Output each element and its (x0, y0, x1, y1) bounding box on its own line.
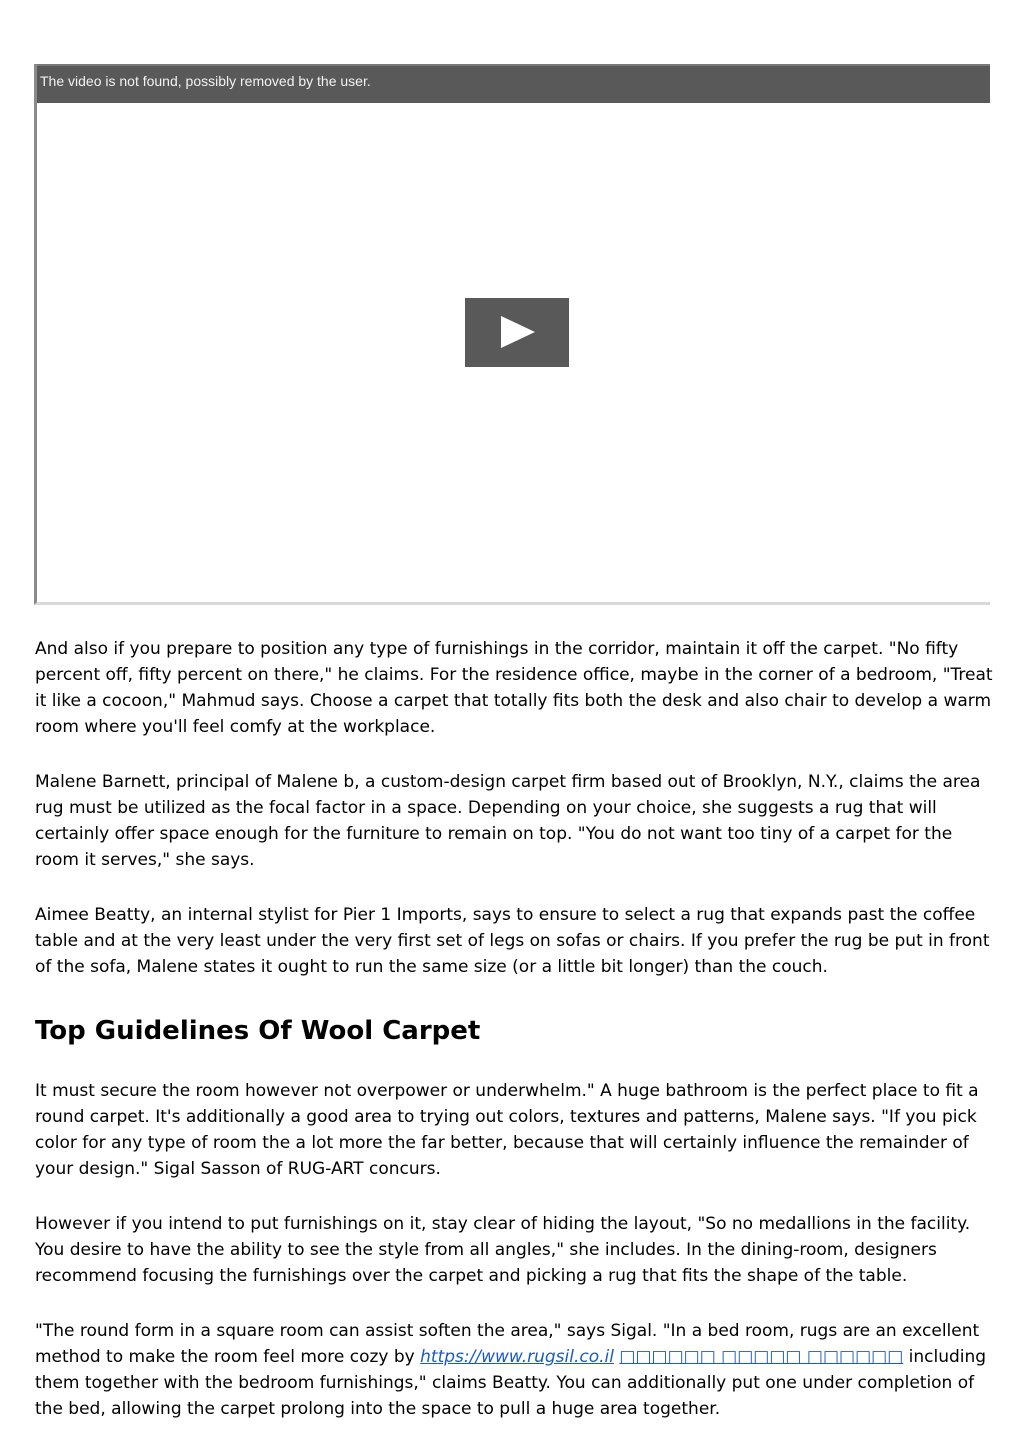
paragraph-6 (35, 1318, 995, 1422)
paragraph-6-end: including them together with the bedroom furnishings," claims Beatty. You can additionally put one under completion of the bed, allowing the carpet prolong into the space to pull a huge area together. (35, 1347, 987, 1419)
rugsil-anchor-text[interactable]: □□□□□□ □□□□□ □□□□□□ (619, 1347, 904, 1367)
paragraph-2: Malene Barnett, principal of Malene b, a custom-design carpet firm based out of Brooklyn, N.Y., claims the area rug must be utilized as the focal factor in a space. Depending on your choice, she suggests a rug that will certainly offer space enough for the furniture to remain on top. "You do not want too tiny of a carpet for the room it serves," she says. (35, 772, 981, 870)
rugsil-link[interactable]: https://www.rugsil.co.il (420, 1347, 614, 1367)
play-icon (501, 316, 535, 348)
paragraph-6-start: "The round form in a square room can assist soften the area," says Sigal. "In a bed room, rugs are an excellent method to make the room feel more cozy by (35, 1321, 980, 1367)
article-body (35, 636, 995, 1422)
video-player[interactable] (34, 64, 990, 605)
paragraph-4: It must secure the room however not overpower or underwhelm." A huge bathroom is the perfect place to fit a round carpet. It's additionally a good area to trying out colors, textures and patterns, Malene says. "If you pick color for any type of room the a lot more the far better, because that will certainly influence the remainder of your design." Sigal Sasson of RUG-ART concurs. (35, 1081, 979, 1179)
paragraph-1: And also if you prepare to position any type of furnishings in the corridor, maintain it off the carpet. "No fifty percent off, fifty percent on there," he claims. For the residence office, maybe in the corner of a bedroom, "Treat it like a cocoon," Mahmud says. Choose a carpet that totally fits both the desk and also chair to develop a warm room where you'll feel comfy at the workplace. (35, 639, 993, 737)
section-heading: Top Guidelines Of Wool Carpet (35, 1016, 481, 1046)
video-error-message: The video is not found, possibly removed by the user. (40, 73, 371, 89)
play-button[interactable] (465, 298, 569, 367)
paragraph-3: Aimee Beatty, an internal stylist for Pier 1 Imports, says to ensure to select a rug that expands past the coffee table and at the very least under the very first set of legs on sofas or chairs. If you prefer the rug be put in front of the sofa, Malene states it ought to run the same size (or a little bit longer) than the couch. (35, 905, 990, 977)
video-error-bar (37, 64, 990, 103)
paragraph-5: However if you intend to put furnishings on it, stay clear of hiding the layout, "So no medallions in the facility. You desire to have the ability to see the style from all angles," she includes. In the dining-room, designers recommend focusing the furnishings over the carpet and picking a rug that fits the shape of the table. (35, 1214, 971, 1286)
